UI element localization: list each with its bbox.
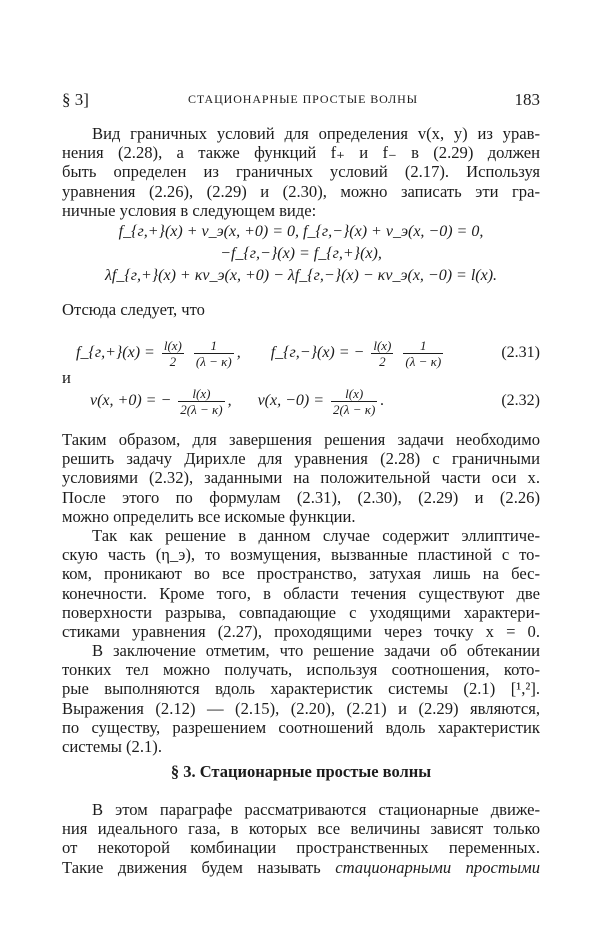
equation-bc-1: f_{г,+}(x) + v_э(x, +0) = 0, f_{г,−}(x) + v_э(x, −0) = 0, (118, 223, 484, 240)
denominator: 2(λ − κ) (180, 401, 223, 417)
text-line: Выражения (2.12) — (2.15), (2.20), (2.21) и (2.29) являются, (62, 698, 540, 718)
text-line: решить задачу Дирихле для уравнения (2.28) с граничными (62, 449, 540, 469)
eq231-lhs1: f_{г,+}(x) = (76, 344, 155, 361)
header-section-ref: § 3] (62, 90, 89, 109)
text-line: В этом параграфе рассматриваются стационарные движе- (92, 800, 540, 819)
numerator: 1 (403, 338, 443, 354)
text-line (62, 858, 540, 877)
denominator: 2 (169, 353, 177, 369)
text-line: Так как решение в данном случае содержит эллиптиче- (92, 526, 540, 545)
numerator: l(x) (373, 337, 392, 353)
page-number: 183 (514, 90, 540, 109)
fraction (403, 338, 443, 369)
text-line: поверхности разрыва, совпадающие с уходящими характери- (62, 602, 540, 622)
text-line: уравнения (2.26), (2.29) и (2.30), можно записать эти гра- (62, 181, 540, 201)
text-line: ничные условия в следующем виде: (62, 200, 317, 220)
paragraph-dirichlet (62, 430, 540, 526)
equation-number-2-32: (2.32) (501, 392, 540, 409)
text-line: по существу, разрешением соотношений вдоль характеристик (62, 717, 540, 737)
fraction (178, 386, 224, 417)
equation-2-32: v(x, +0) = − $\frac{l(x)}{2(\lambda - \kappa)}$ , v(x, −0) = $\frac{l(x)}{2(\lambda - \kappa)}$ . (2.32) (90, 385, 540, 417)
equation-number-2-31: (2.31) (501, 344, 540, 361)
paragraph-elliptic-part (62, 526, 540, 641)
text-line: можно определить все искомые функции. (62, 506, 356, 526)
text-line: скую часть (η_э), то возмущения, вызванные пластиной с то- (62, 545, 540, 565)
text-span: Такие движения будем называть (62, 857, 321, 877)
text-line: быть определен из граничных условий (2.17). Используя (62, 162, 540, 182)
paragraph-simple-waves (62, 800, 540, 877)
fraction (162, 338, 184, 369)
numerator: l(x) (163, 337, 182, 353)
text-line: тонких тел можно получать, используя соотношения, кото- (62, 660, 540, 680)
text-line: условиями (2.32), заданными на положительной части оси x. (62, 468, 540, 488)
text-line: В заключение отметим, что решение задачи об обтекании (92, 641, 540, 660)
numerator: 1 (194, 338, 234, 354)
text-line: ния идеального газа, в которых все величины зависят только (62, 819, 540, 839)
italic-term: стационарными простыми (335, 857, 540, 877)
text-line: После этого по формулам (2.31), (2.30), (2.29) и (2.26) (62, 487, 540, 507)
eq232-lhs2: v(x, −0) = (257, 392, 325, 409)
text-line: от некоторой комбинации пространственных переменных. (62, 838, 540, 858)
equation-bc-2: −f_{г,−}(x) = f_{г,+}(x), (220, 245, 382, 262)
text-line: стиками уравнения (2.27), проходящими через точку x = 0. (62, 621, 540, 641)
fraction (371, 338, 393, 369)
denominator: 2(λ − κ) (333, 401, 376, 417)
text-line: конечности. Кроме того, в области течения существуют две (62, 583, 540, 603)
text-line: ком, проникают во все пространство, затухая лишь на бес- (62, 564, 540, 584)
fraction (194, 338, 234, 369)
equation-2-31: f_{г,+}(x) = $\frac{l(x)}{2}$ $\frac{1}{(\lambda - \kappa)}$ , f_{г,−}(x) = − $\frac{l(x)}{2}$ $\frac{1}{(\lambda - \kappa)}$ (2.31) (76, 337, 540, 369)
otsyuda-line: Отсюда следует, что (62, 300, 205, 319)
text-line: системы (2.1). (62, 736, 162, 756)
running-header (62, 90, 540, 112)
fraction (331, 386, 377, 417)
denominator: 2 (379, 353, 386, 369)
eq232-lhs1: v(x, +0) = − (90, 392, 172, 409)
and-word: и (62, 368, 71, 387)
text-line: рые выполняются вдоль характеристик системы (2.1) [¹,²]. (62, 679, 540, 699)
text-line: Вид граничных условий для определения v(x, y) из урав- (92, 124, 540, 143)
text-line: нения (2.28), а также функций f₊ и f₋ в (2.29) должен (62, 143, 540, 163)
numerator: l(x) (331, 386, 377, 402)
eq231-lhs2: f_{г,−}(x) = − (270, 344, 365, 361)
denominator: (λ − κ) (195, 353, 232, 369)
text-line: Таким образом, для завершения решения задачи необходимо (62, 430, 540, 449)
denominator: (λ − κ) (405, 353, 442, 369)
paragraph-boundary-conditions (62, 124, 540, 220)
paragraph-conclusion (62, 641, 540, 756)
numerator: l(x) (178, 386, 224, 402)
header-running-title: СТАЦИОНАРНЫЕ ПРОСТЫЕ ВОЛНЫ (188, 92, 419, 106)
equation-bc-3: λf_{г,+}(x) + κv_э(x, +0) − λf_{г,−}(x) − κv_э(x, −0) = l(x). (104, 267, 498, 284)
section-heading: § 3. Стационарные простые волны (170, 762, 432, 781)
